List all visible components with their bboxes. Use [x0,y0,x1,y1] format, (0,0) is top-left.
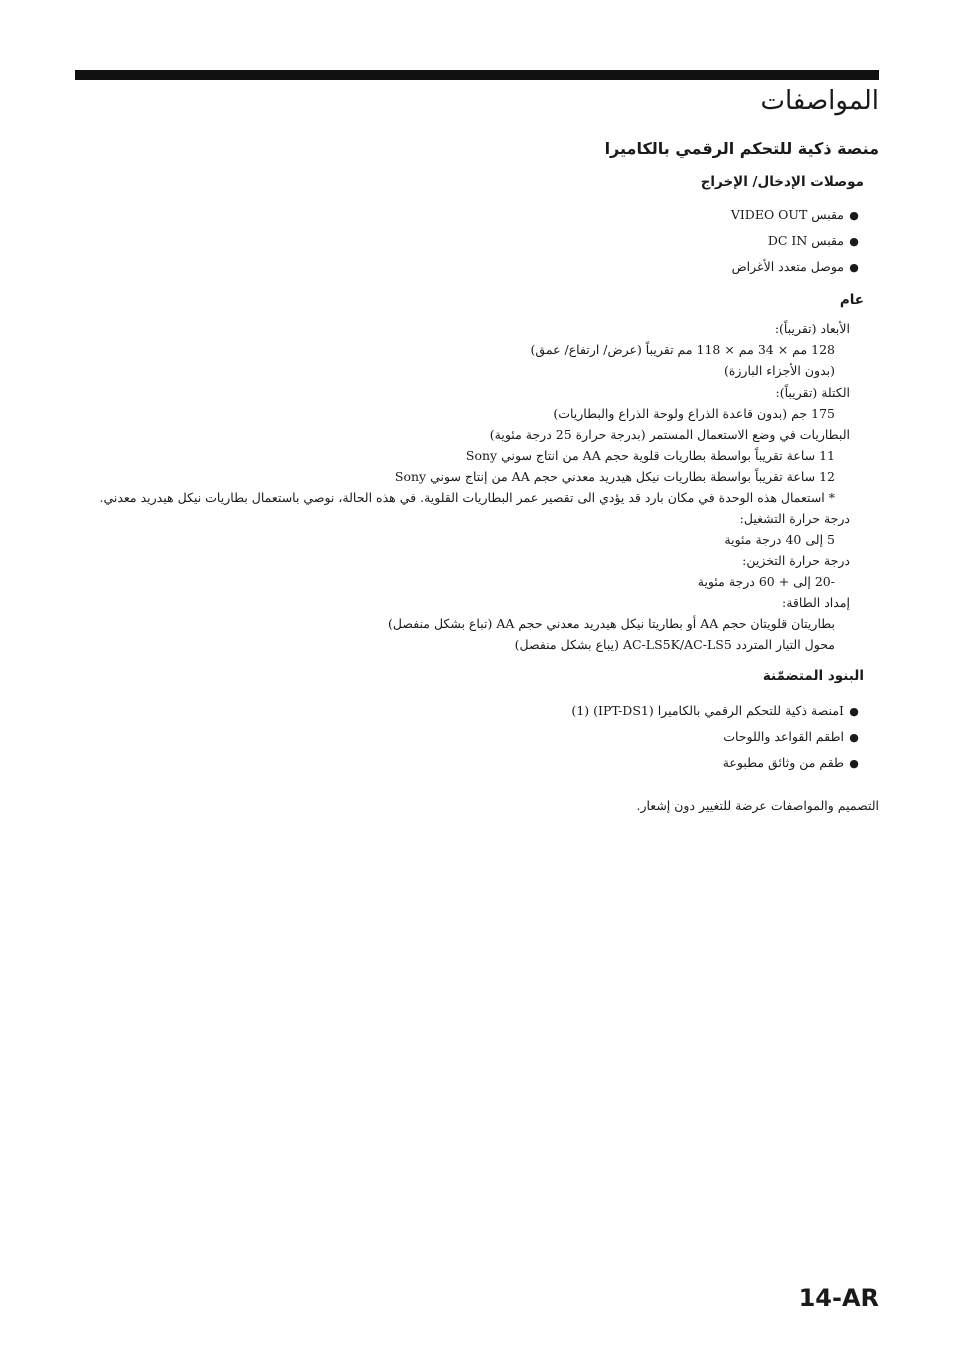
bullet-icon: ● [849,705,859,718]
battery-note: * استعمال هذه الوحدة في مكان بارد قد يؤدي الى تقصير عمر البطاريات القلوية. في هذه الحالة، نوصي باستعمال بطاريات نيكل هيدريد معدني. [99,490,835,505]
product-subtitle: منصة ذكية للتحكم الرقمي بالكاميرا [604,139,879,158]
dimensions-note: (بدون الأجزاء البارزة) [723,363,835,378]
dimensions-value: 128 مم × 34 مم × 118 مم تقريباً (عرض/ ارتفاع/ عمق) [530,342,835,357]
header-rule [75,70,879,80]
power-line: محول التيار المتردد AC-LS5K/AC-LS5 (يباع بشكل منفصل) [514,637,835,652]
included-item: ●اطقم القواعد واللوحات [723,729,864,744]
io-item: ●مقبس DC IN [768,233,864,248]
bullet-icon: ● [849,209,859,222]
battery-line: 11 ساعة تقريباً بواسطة بطاريات قلوية حجم AA من انتاج سوني Sony [465,448,835,463]
bullet-icon: ● [849,731,859,744]
general-heading: عام [839,292,864,308]
bullet-icon: ● [849,261,859,274]
page-number: 14-AR [798,1284,879,1312]
dimensions-label: الأبعاد (تقريباً): [774,321,850,336]
bullet-icon: ● [849,757,859,770]
battery-label: البطاريات في وضع الاستعمال المستمر (بدرجة حرارة 25 درجة مئوية) [489,427,850,442]
page-title: المواصفات [760,86,879,116]
footer-note: التصميم والمواصفات عرضة للتغيير دون إشعار. [636,798,879,813]
operating-temp-label: درجة حرارة التشغيل: [739,511,850,526]
mass-value: 175 جم (بدون قاعدة الذراع ولوحة الذراع والبطاريات) [553,406,835,421]
included-heading: البنود المتضمّنة [762,668,864,684]
operating-temp-value: 5 إلى 40 درجة مئوية [724,532,835,547]
bullet-icon: ● [849,235,859,248]
io-heading: موصلات الإدخال/ الإخراج [700,174,864,190]
battery-line: 12 ساعة تقريباً بواسطة بطاريات نيكل هيدريد معدني حجم AA من إنتاج سوني Sony [394,469,835,484]
power-label: إمداد الطاقة: [782,595,850,610]
storage-temp-label: درجة حرارة التخزين: [742,553,850,568]
io-item: ●موصل متعدد الأغراض [732,259,864,274]
included-item: ●Iمنصة ذكية للتحكم الرقمي بالكاميرا (IPT-DS1) (1) [571,703,864,718]
power-line: بطاريتان قلويتان حجم AA أو بطاريتا نيكل هيدريد معدني حجم AA (تباع بشكل منفصل) [388,616,835,631]
io-item: ●مقبس VIDEO OUT [731,207,864,222]
storage-temp-value: -20 إلى + 60 درجة مئوية [697,574,835,589]
mass-label: الكتلة (تقريباً): [775,385,850,400]
included-item: ●طقم من وثائق مطبوعة [723,755,864,770]
